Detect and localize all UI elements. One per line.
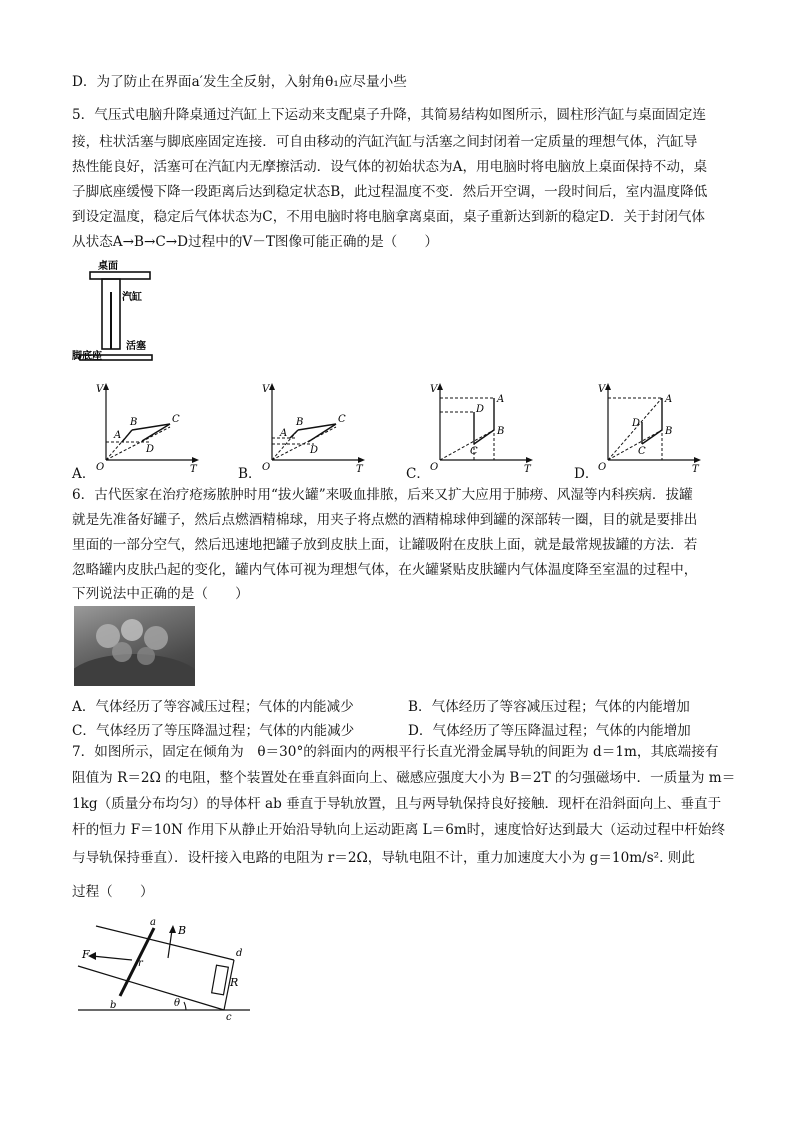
cylinder-label: 汽缸	[122, 292, 142, 303]
graph-c	[404, 380, 534, 475]
q6-line-3: 里面的一部分空气，然后迅速地把罐子放到皮肤上面，让罐吸附在皮肤上面，就是最常规拔罐的方法．若	[72, 537, 698, 553]
svg-text:B: B	[296, 417, 304, 428]
svg-text:R: R	[230, 976, 239, 989]
svg-text:C: C	[638, 446, 646, 457]
svg-text:O: O	[262, 462, 271, 473]
q5-line-1: 5．气压式电脑升降桌通过汽缸上下运动来支配桌子升降，其简易结构如图所示，圆柱形汽缸与桌面固定连	[72, 107, 706, 123]
svg-text:T: T	[356, 464, 363, 475]
q7-line-2: 阻值为 R＝2Ω 的电阻，整个装置处在垂直斜面向上、磁感应强度大小为 B＝2T 的匀强磁场中．一质量为 m＝	[72, 770, 736, 786]
svg-text:D: D	[632, 418, 641, 429]
svg-text:O: O	[96, 462, 105, 473]
q6-line-5: 下列说法中正确的是（ ）	[72, 586, 249, 602]
rail-figure	[74, 916, 254, 1020]
svg-text:B: B	[178, 924, 187, 937]
svg-text:D: D	[146, 444, 155, 455]
graph-b	[236, 380, 366, 475]
q5-line-6: 从状态A→B→C→D过程中的V－T图像可能正确的是（ ）	[72, 234, 439, 250]
svg-text:T: T	[190, 464, 197, 475]
q5-option-a: A．	[72, 466, 96, 482]
q5-line-3: 热性能良好，活塞可在汽缸内无摩擦活动．设气体的初始状态为A，用电脑时将电脑放上桌面保持不动，桌	[72, 159, 708, 175]
cupping-photo-art	[74, 606, 195, 686]
svg-text:V: V	[598, 384, 606, 395]
svg-text:C: C	[172, 414, 180, 425]
q6-option-a: A．气体经历了等容减压过程；气体的内能减少	[72, 699, 354, 715]
cupping-photo	[74, 606, 195, 686]
svg-text:A: A	[497, 394, 505, 405]
q5-line-4: 子脚底座缓慢下降一段距离后达到稳定状态B，此过程温度不变．然后开空调，一段时间后，室内温度降低	[72, 184, 708, 200]
q4-option-d: D．为了防止在界面a′发生全反射，入射角θ₁应尽量小些	[72, 74, 407, 90]
svg-text:A: A	[114, 430, 122, 441]
q6-line-4: 忽略罐内皮肤凸起的变化，罐内气体可视为理想气体，在火罐紧贴皮肤罐内气体温度降至室温的过程中，	[72, 562, 698, 578]
q5-line-2: 接，柱状活塞与脚底座固定连接．可自由移动的汽缸汽缸与活塞之间封闭着一定质量的理想气体，汽缸导	[72, 134, 698, 150]
svg-text:c: c	[226, 1012, 232, 1020]
svg-text:V: V	[96, 384, 104, 395]
svg-text:d: d	[236, 948, 243, 959]
q6-line-1: 6．古代医家在治疗疮疡脓肿时用“拔火罐”来吸血排脓，后来又扩大应用于肺痨、风湿等内科疾病．拔罐	[72, 487, 693, 503]
svg-text:B: B	[497, 426, 505, 437]
svg-text:θ: θ	[174, 998, 181, 1009]
graph-d	[572, 380, 702, 475]
svg-text:B: B	[130, 417, 138, 428]
svg-text:B: B	[665, 426, 673, 437]
svg-text:b: b	[110, 1000, 117, 1011]
svg-text:A: A	[280, 428, 288, 439]
q5-option-c: C．	[406, 466, 430, 482]
svg-text:r: r	[138, 958, 143, 969]
svg-text:T: T	[692, 464, 699, 475]
svg-text:T: T	[524, 464, 531, 475]
svg-text:V: V	[430, 384, 438, 395]
q5-option-d: D．	[574, 466, 599, 482]
base-label: 脚底座	[72, 351, 102, 362]
q7-line-3: 1kg（质量分布均匀）的导体杆 ab 垂直于导轨放置，且与两导轨保持良好接触．现杆在沿斜面向上、垂直于	[72, 796, 722, 812]
q6-option-b: B．气体经历了等容减压过程；气体的内能增加	[408, 699, 690, 715]
svg-text:V: V	[262, 384, 270, 395]
svg-text:D: D	[310, 445, 319, 456]
svg-text:a: a	[150, 917, 156, 928]
svg-text:F: F	[82, 948, 90, 961]
q6-line-2: 就是先准备好罐子，然后点燃酒精棉球，用夹子将点燃的酒精棉球伸到罐的深部转一圈，目的就是要排出	[72, 512, 698, 528]
q6-option-d: D．气体经历了等压降温过程；气体的内能增加	[408, 723, 691, 739]
svg-text:C: C	[338, 414, 346, 425]
desk-label: 桌面	[98, 261, 118, 272]
graph-a	[70, 380, 200, 475]
svg-text:C: C	[470, 446, 478, 457]
svg-text:A: A	[665, 394, 673, 405]
q6-option-c: C．气体经历了等压降温过程；气体的内能减少	[72, 723, 355, 739]
q5-line-5: 到设定温度，稳定后气体状态为C，不用电脑时将电脑拿离桌面，桌子重新达到新的稳定D．关于封闭气体	[72, 209, 706, 225]
q5-option-b: B．	[238, 466, 262, 482]
svg-text:D: D	[476, 404, 485, 415]
svg-text:O: O	[598, 462, 607, 473]
q7-line-6: 过程（ ）	[72, 884, 154, 900]
desk-figure	[70, 256, 166, 370]
q7-line-5: 与导轨保持垂直）．设杆接入电路的电阻为 r＝2Ω，导轨电阻不计，重力加速度大小为 g＝10m/s². 则此	[72, 850, 695, 866]
q7-line-4: 杆的恒力 F＝10N 作用下从静止开始沿导轨向上运动距离 L＝6m时，速度恰好达到最大（运动过程中杆始终	[72, 822, 726, 838]
piston-label: 活塞	[126, 341, 146, 352]
svg-text:O: O	[430, 462, 439, 473]
q7-line-1: 7．如图所示，固定在倾角为 θ＝30°的斜面内的两根平行长直光滑金属导轨的间距为 d＝1m，其底端接有	[72, 744, 719, 760]
